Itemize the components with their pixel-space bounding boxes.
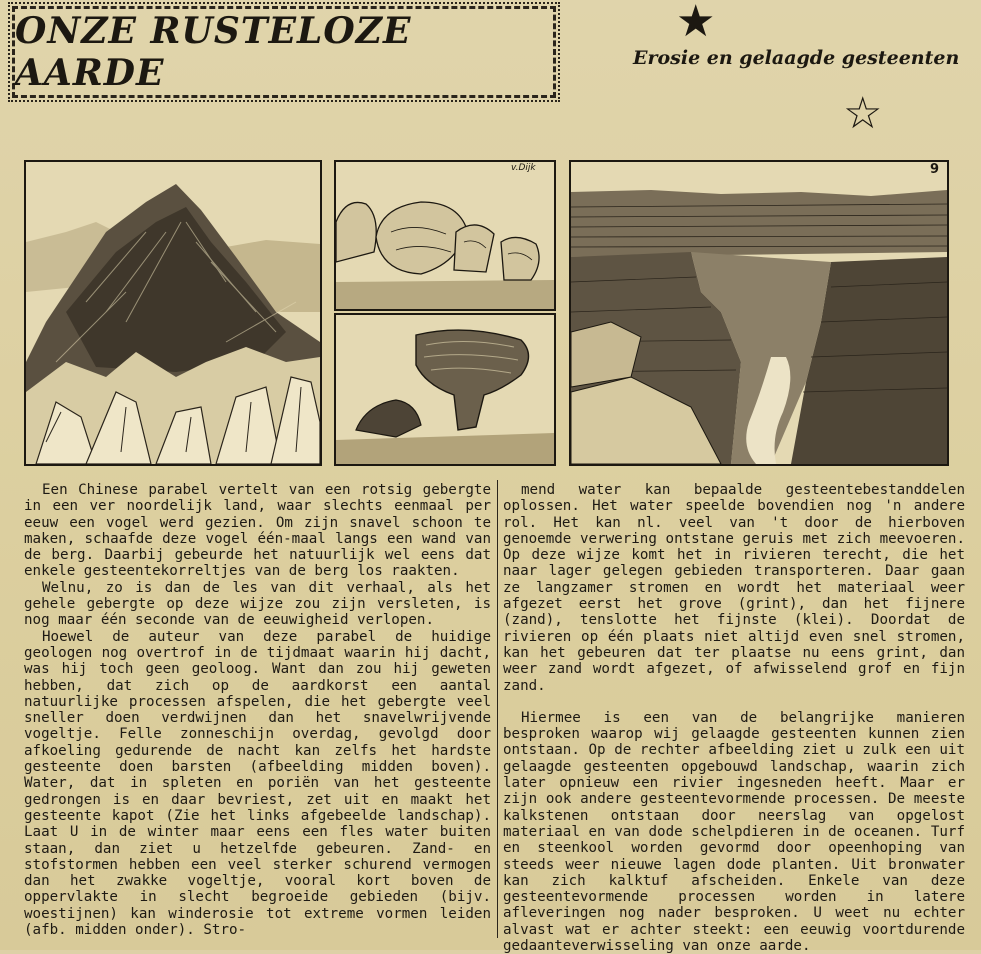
- panel-number: 9: [930, 162, 940, 177]
- article-left-column: [24, 482, 491, 938]
- paragraph: Welnu, zo is dan de les van dit verhaal, als het gehele gebergte op deze wijze zou zijn versleten, is nog maar één seconde van de eeuwigheid verlopen.: [24, 579, 491, 629]
- star-filled-icon: ★: [676, 0, 716, 47]
- paragraph: mend water kan bepaalde gesteentebestanddelen oplossen. Het water speelde bovendien nog 'n andere rol. Het kan nl. veel van 't door de hierboven genoemde verwering ontstane geruis met zich meevoeren. Op deze wijze komt het in rivieren terecht, die het naar lager gelegen gebieden transporteren. Daar gaan ze langzamer stromen en wordt het materiaal weer afgezet eerst het grove (grint), dan het fijnere (zand), tenslotte het fijnste (klei). Doordat de rivieren op één plaats niet altijd even snel stromen, kan het gebeuren dat ter plaatse nu eens grint, dan weer zand wordt afgezet, of afwisselend grof en fijn zand.: [503, 482, 965, 694]
- illustration-canyon-river: [569, 160, 949, 466]
- paragraph: Hoewel de auteur van deze parabel de huidige geologen nog overtrof in de tijdmaat waarin hij dacht, was hij toch geen geoloog. Want dan zou hij geweten hebben, dat zich op de aardkorst een aantal natuurlijke processen afspelen, die het gebergte veel sneller doen verdwijnen dan het snavelwrijvende vogeltje. Felle zonneschijn overdag, gevolgd door afkoeling gedurende de nacht kan zelfs het hardste gesteente doen barsten (afbeelding midden boven). Water, dat in spleten en poriën van het gesteente gedrongen is en daar bevriest, zet uit en maakt het gesteente kapot (Zie het links afgebeelde landschap). Laat U in de winter maar eens een fles water buiten staan, dan ziet u hetzelfde gebeuren. Zand- en stofstormen hebben een veel sterker schurend vermogen dan het zwakke vogeltje, vooral kort boven de oppervlakte in slecht begroeide gebieden (bijv. woestijnen) kan winderosie tot extreme vormen leiden (afb. midden onder). Stro-: [24, 628, 491, 939]
- illustration-wind-erosion: [334, 313, 556, 466]
- paragraph: Een Chinese parabel vertelt van een rotsig gebergte in een ver noordelijk land, waar slechts eenmaal per eeuw een vogel werd gezien. Om zijn snavel schoon te maken, schaafde deze vogel één-maal langs een wand van de berg. Daarbij gebeurde het natuurlijk wel eens dat enkele gesteentekorreltjes van de berg los raakten.: [24, 482, 491, 580]
- illustration-mountain-frost: [24, 160, 322, 466]
- mushroom-rock-drawing: [336, 315, 554, 464]
- illustration-cracked-boulders: [334, 160, 556, 311]
- star-outline-icon: ☆: [843, 88, 883, 139]
- article-right-column: [503, 482, 965, 954]
- mountain-drawing: [26, 162, 320, 464]
- page-title: ONZE RUSTELOZE AARDE: [15, 10, 412, 94]
- boulders-drawing: [336, 162, 554, 309]
- column-divider: [497, 480, 498, 938]
- canyon-drawing: [571, 162, 947, 464]
- title-frame: [12, 6, 556, 98]
- artist-signature: v.Dijk: [511, 163, 536, 173]
- page-subtitle: Erosie en gelaagde gesteenten: [633, 47, 960, 69]
- paragraph: Hiermee is een van de belangrijke manieren besproken waarop wij gelaagde gesteenten kunnen zien ontstaan. Op de rechter afbeelding ziet u zulk een uit gelaagde gesteenten opgebouwd landschap, waarin zich later opnieuw een rivier ingesneden heeft. Maar er zijn ook andere gesteentevormende processen. De meeste kalkstenen ontstaan door neerslag van opgelost materiaal en van dode schelpdieren in de oceanen. Turf en steenkool worden gevormd door opeenhoping van steeds weer nieuwe lagen dode planten. Uit bronwater kan zich kalktuf afscheiden. Enkele van deze gesteentevormende processen worden in latere afleveringen nog nader besproken. U weet nu echter alvast wat er achter steekt: een eeuwig voortdurende gedaanteverwisseling van onze aarde.: [503, 709, 965, 954]
